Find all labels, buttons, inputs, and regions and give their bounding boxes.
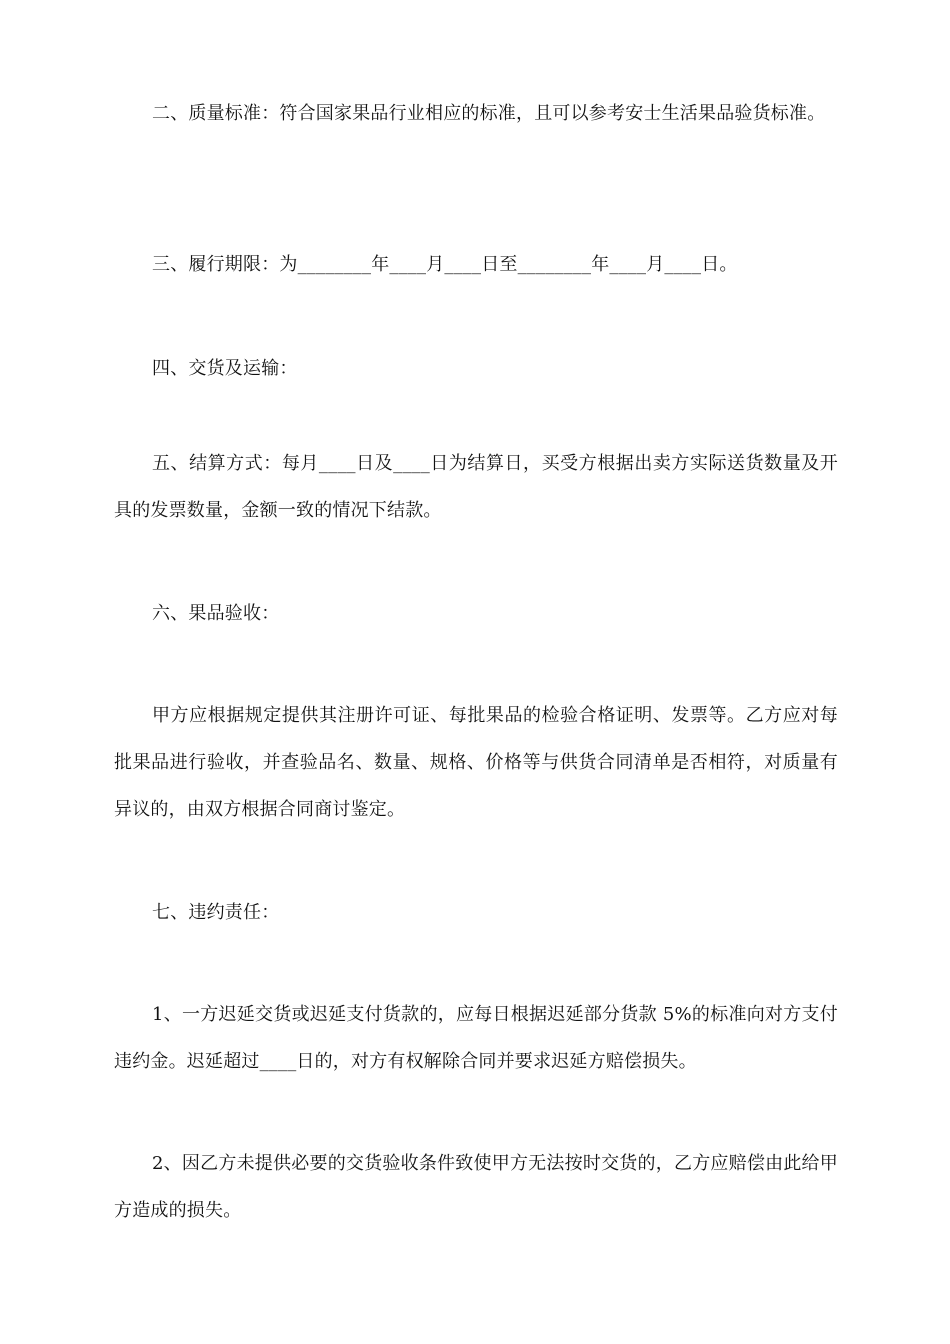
clause-performance-period: 三、履行期限：为________年____月____日至________年____月____日。 [152,254,738,275]
clause-quality-standard: 二、质量标准：符合国家果品行业相应的标准，且可以参考安士生活果品验货标准。 [152,103,826,124]
clause-liability-heading: 七、违约责任： [152,902,280,923]
clause-acceptance-body: 甲方应根据规定提供其注册许可证、每批果品的检验合格证明、发票等。乙方应对每批果品进行验收，并查验品名、数量、规格、价格等与供货合同清单是否相符，对质量有异议的，由双方根据合同商讨鉴定。 [114,705,838,820]
clause-settlement-method: 五、结算方式：每月____日及____日为结算日，买受方根据出卖方实际送货数量及开具的发票数量，金额一致的情况下结款。 [114,453,838,521]
clause-liability-item-1: 1、一方迟延交货或迟延支付货款的，应每日根据迟延部分货款 5%的标准向对方支付违约金。迟延超过____日的，对方有权解除合同并要求迟延方赔偿损失。 [114,1004,838,1072]
clause-acceptance-heading: 六、果品验收： [152,603,280,624]
clause-delivery-heading: 四、交货及运输： [152,358,298,379]
clause-liability-item-2: 2、因乙方未提供必要的交货验收条件致使甲方无法按时交货的，乙方应赔偿由此给甲方造成的损失。 [114,1153,838,1221]
